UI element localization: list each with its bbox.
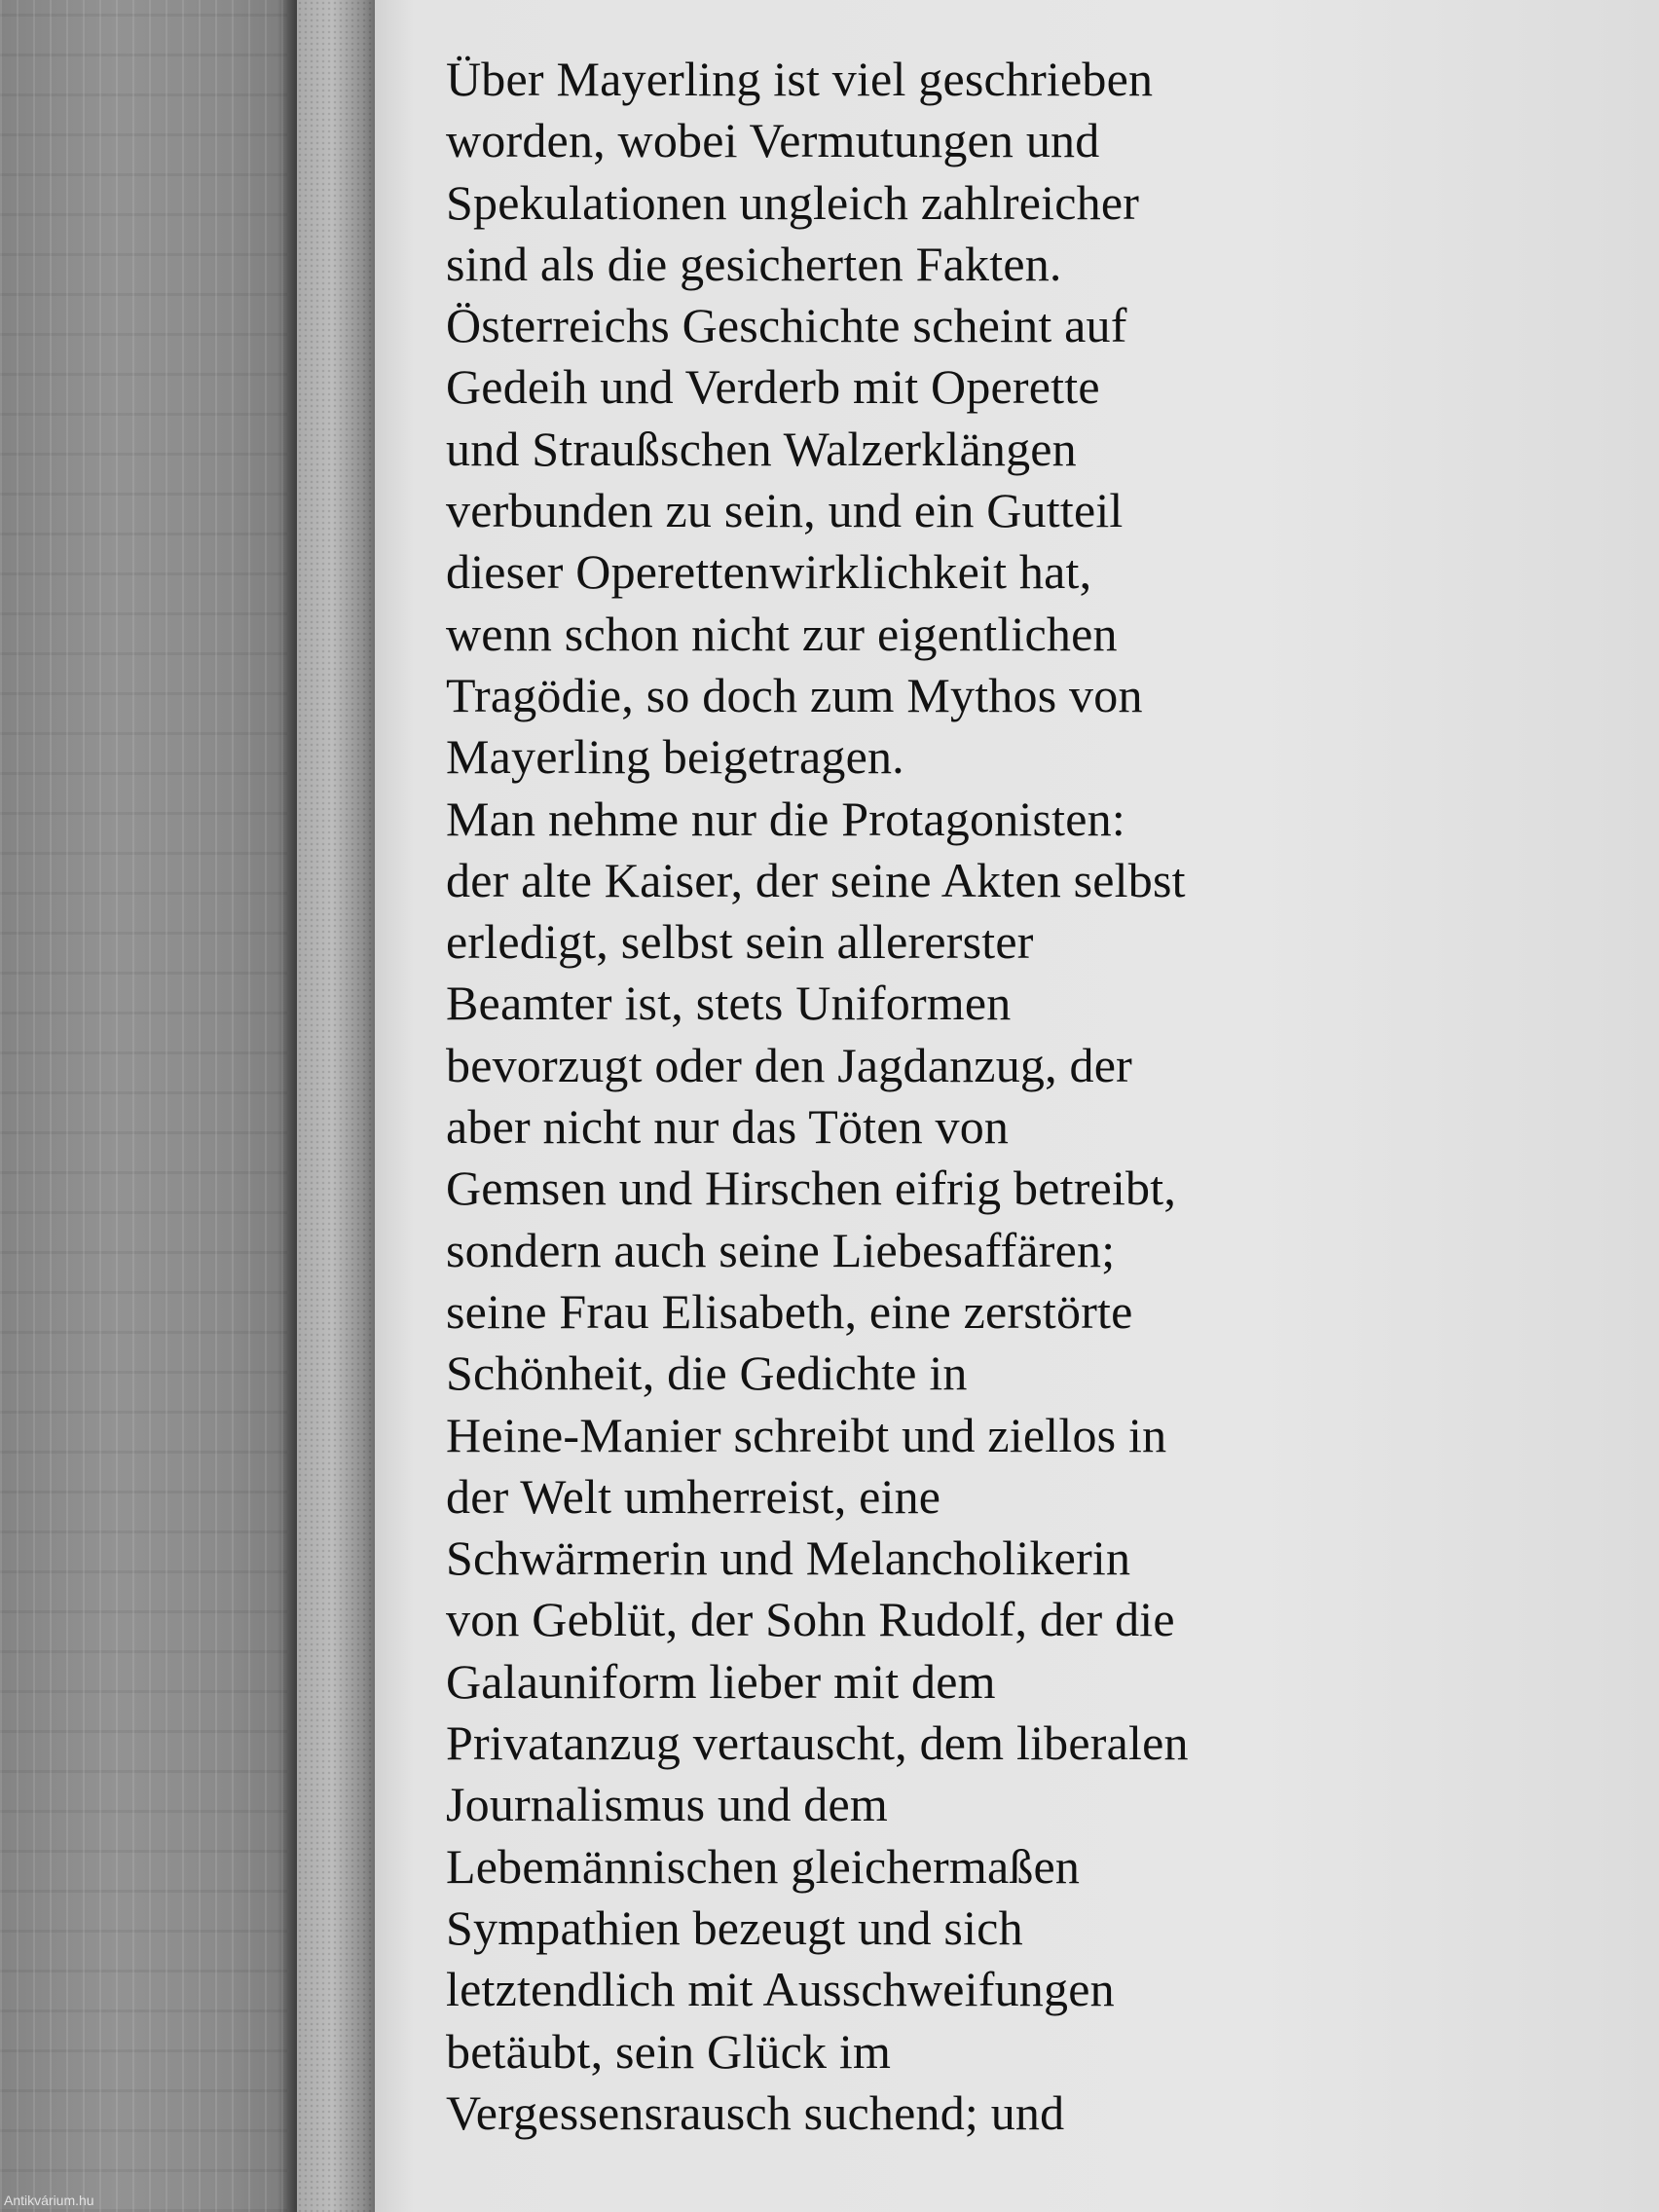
text-line: sondern auch seine Liebesaffären; xyxy=(446,1222,1116,1277)
text-line: Vergessensrausch suchend; und xyxy=(446,2084,1065,2140)
text-line: Österreichs Geschichte scheint auf xyxy=(446,298,1127,353)
text-line: der alte Kaiser, der seine Akten selbst xyxy=(446,852,1186,907)
text-line: erledigt, selbst sein allererster xyxy=(446,914,1034,970)
text-line: dieser Operettenwirklichkeit hat, xyxy=(446,544,1092,600)
text-line: Spekulationen ungleich zahlreicher xyxy=(446,174,1140,230)
text-line: Sympathien bezeugt und sich xyxy=(446,1899,1023,1955)
text-line: Man nehme nur die Protagonisten: xyxy=(446,791,1125,846)
background-board xyxy=(0,0,287,2212)
text-line: wenn schon nicht zur eigentlichen xyxy=(446,606,1118,661)
text-line: betäubt, sein Glück im xyxy=(446,2023,892,2079)
text-line: Schwärmerin und Melancholikerin xyxy=(446,1530,1131,1586)
text-line: Tragödie, so doch zum Mythos von xyxy=(446,667,1143,722)
text-line: Lebemännischen gleichermaßen xyxy=(446,1838,1081,1894)
page-text xyxy=(446,49,1419,2144)
watermark: Antikvárium.hu xyxy=(4,2193,94,2208)
text-line: der Welt umherreist, eine xyxy=(446,1468,941,1524)
text-line: seine Frau Elisabeth, eine zerstörte xyxy=(446,1283,1133,1339)
text-line: bevorzugt oder den Jagdanzug, der xyxy=(446,1037,1132,1092)
text-line: Galauniform lieber mit dem xyxy=(446,1653,996,1709)
text-line: Über Mayerling ist viel geschrieben xyxy=(446,52,1154,106)
text-line: letztendlich mit Ausschweifungen xyxy=(446,1962,1115,2017)
text-line: von Geblüt, der Sohn Rudolf, der die xyxy=(446,1592,1175,1647)
text-line: Gedeih und Verderb mit Operette xyxy=(446,359,1100,415)
text-line: worden, wobei Vermutungen und xyxy=(446,113,1100,168)
text-line: Beamter ist, stets Uniformen xyxy=(446,976,1012,1031)
text-line: aber nicht nur das Töten von xyxy=(446,1099,1010,1155)
text-line: verbunden zu sein, und ein Gutteil xyxy=(446,483,1124,538)
text-line: Schönheit, die Gedichte in xyxy=(446,1346,968,1401)
page-hinge xyxy=(297,0,375,2212)
text-line: Mayerling beigetragen. xyxy=(446,729,904,785)
text-line: Heine-Manier schreibt und ziellos in xyxy=(446,1407,1167,1462)
text-line: Gemsen und Hirschen eifrig betreibt, xyxy=(446,1161,1177,1216)
text-line: sind als die gesicherten Fakten. xyxy=(446,236,1062,291)
text-line: Journalismus und dem xyxy=(446,1777,888,1832)
text-line: Privatanzug vertauscht, dem liberalen xyxy=(446,1715,1189,1771)
text-line: und Straußschen Walzerklängen xyxy=(446,421,1077,476)
